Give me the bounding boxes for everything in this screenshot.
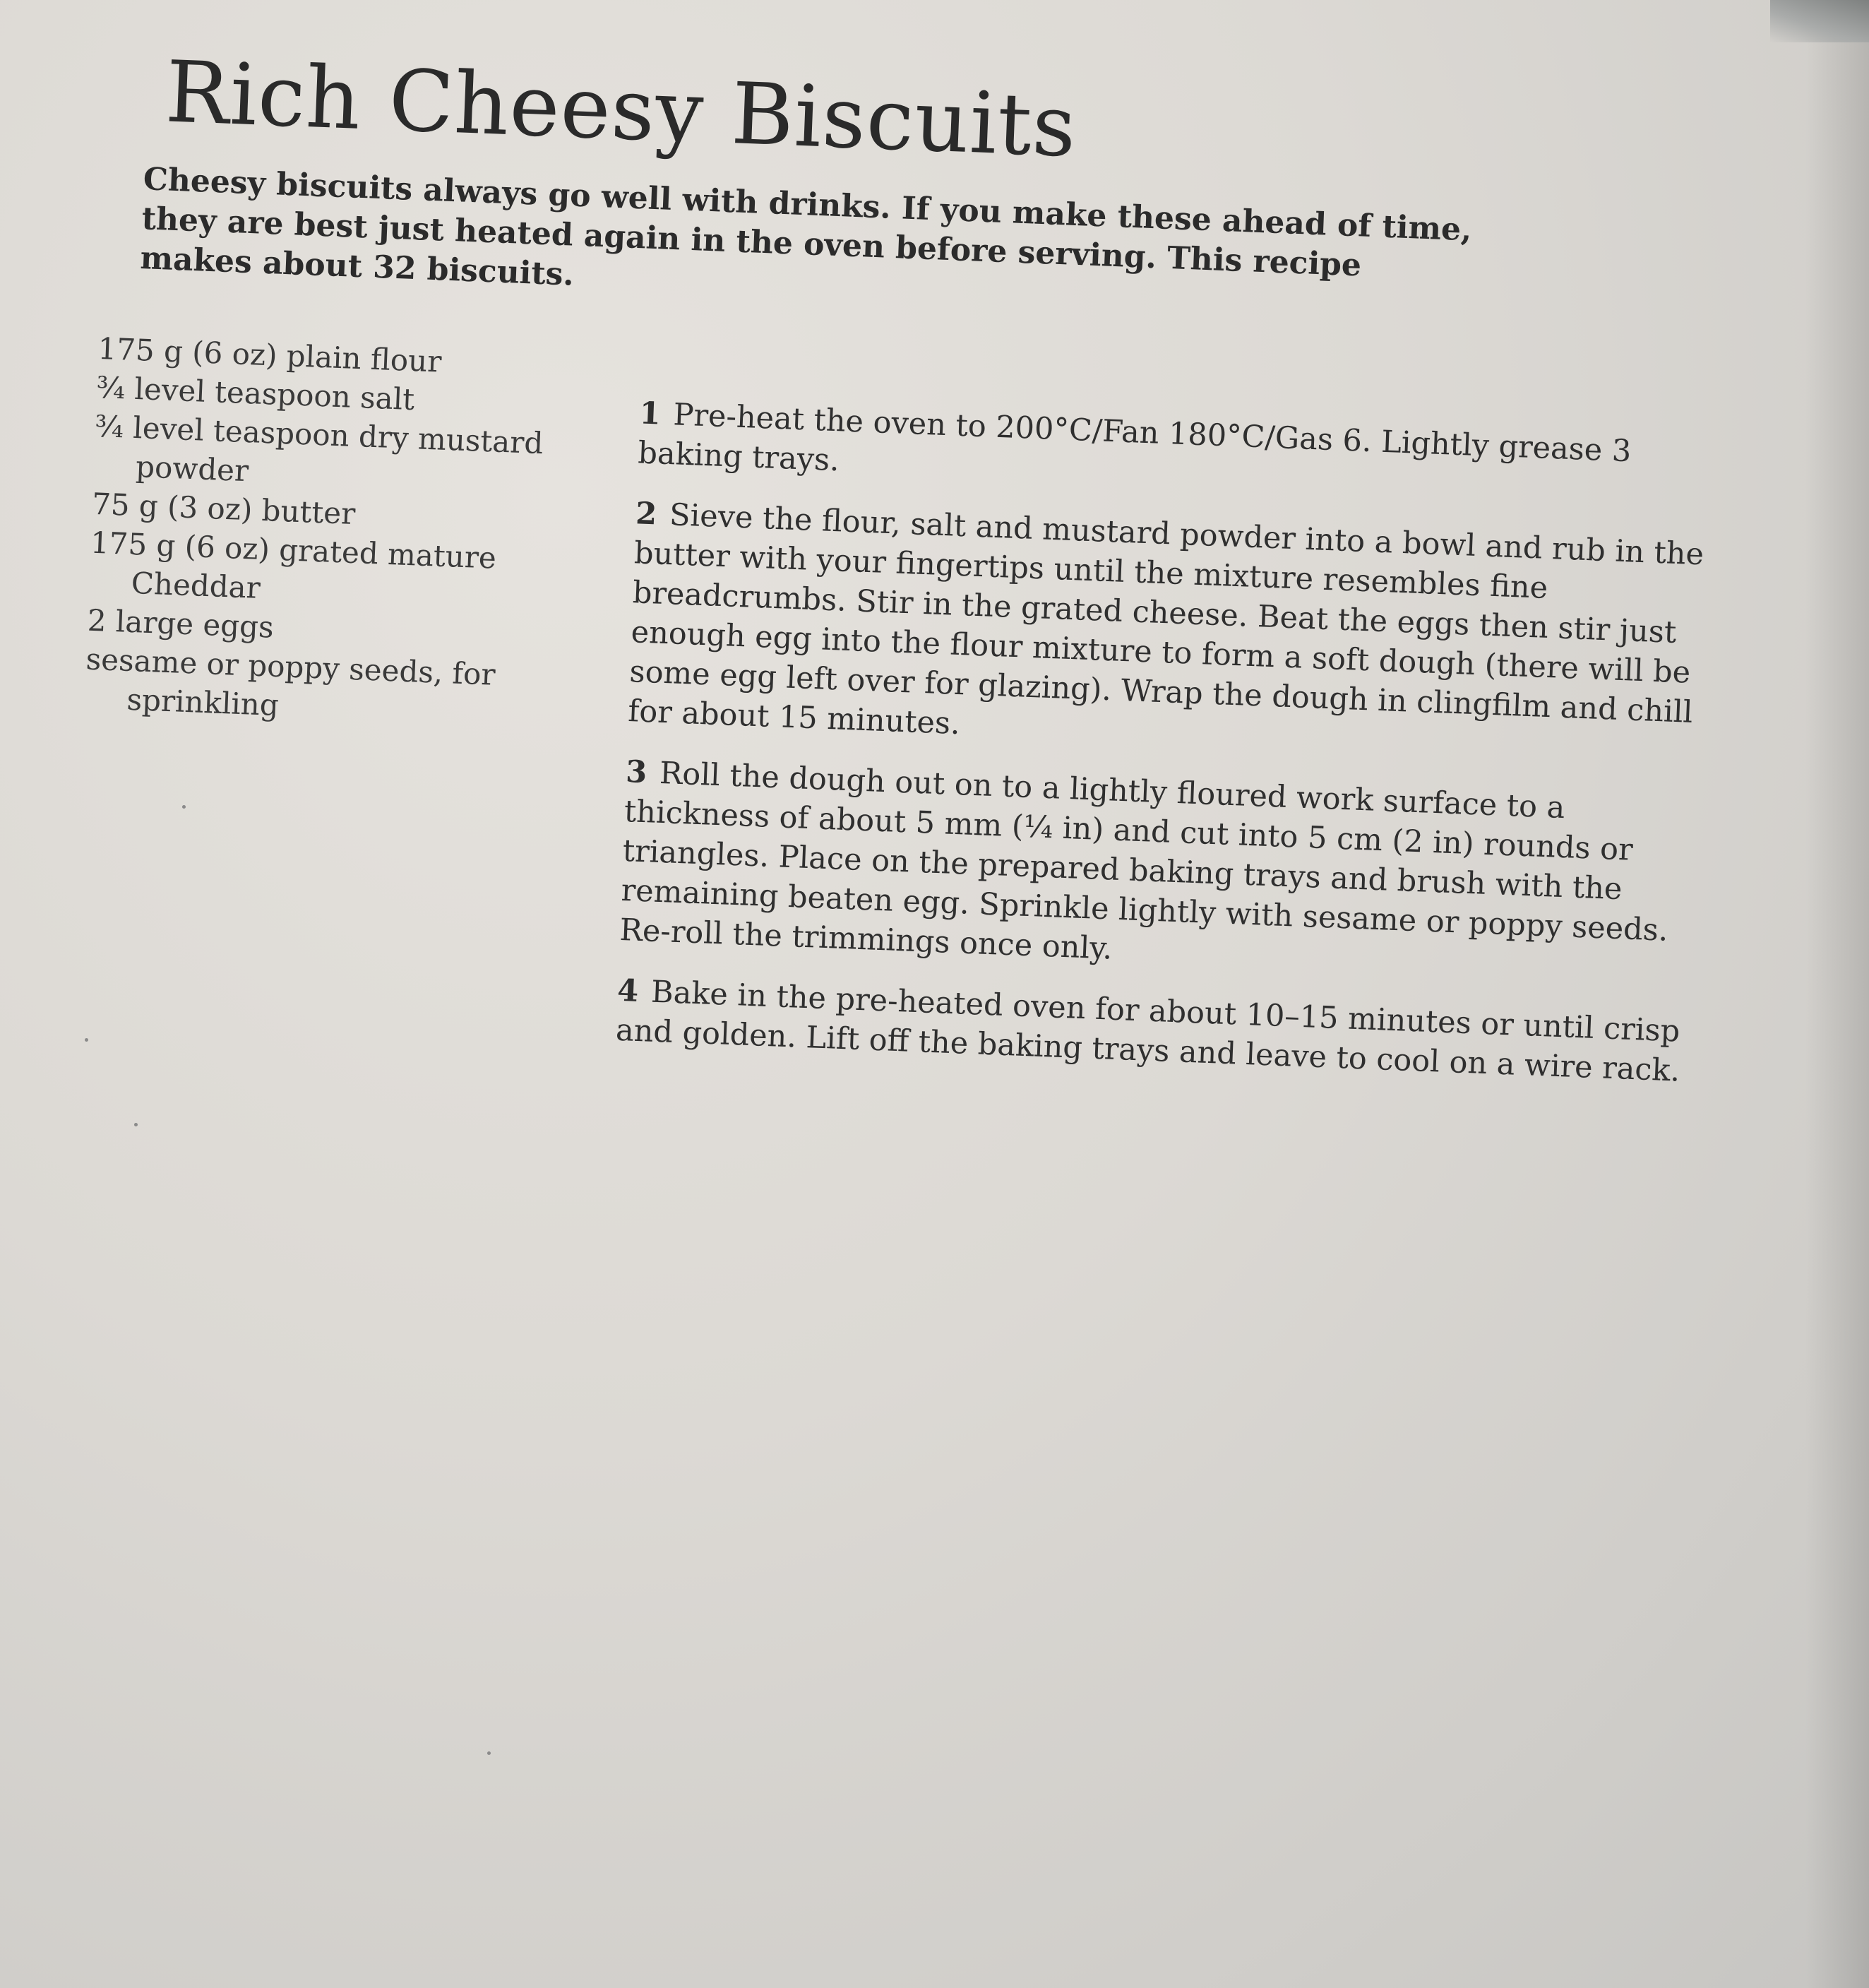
step-text: Sieve the flour, salt and mustard powder into a bowl and rub in the butter with your fingertips until the mixture resembles fine breadcrumbs. Stir in the grated cheese. Beat the eggs then stir just enough egg into the flour mixture to form a soft dough (there will be some egg left over for glazing). Wrap the dough in clingfilm and chill for about 15 minutes. [627,497,1704,742]
step-text: Roll the dough out on to a lightly floured work surface to a thickness of about 5 mm (¼ in) and cut into 5 cm (2 in) rounds or triangles. Place on the prepared baking trays and brush with the remaining beaten egg. Sprinkle lightly with sesame or poppy seeds. Re-roll the trimmings once only. [619,755,1669,967]
step-number: 3 [625,754,648,791]
paper-speck [487,1751,491,1755]
step-text: Bake in the pre-heated oven for about 10–15 minutes or until crisp and golden. Lift off the baking trays and leave to cool on a wire rack. [615,974,1681,1089]
page-corner [1770,0,1869,42]
ingredient-item: 75 g (3 oz) butter [91,486,357,532]
ingredient-item: ¾ level teaspoon dry mustard powder [94,408,544,489]
ingredient-item: 175 g (6 oz) plain flour [97,331,443,379]
paper-speck [182,805,186,809]
ingredient-item: 175 g (6 oz) grated mature Cheddar [90,525,497,605]
ingredient-item: ¾ level teaspoon salt [95,369,416,417]
paper-speck [134,1123,138,1126]
method-steps [614,393,1713,1112]
step-number: 1 [638,395,662,432]
recipe-title: Rich Cheesy Biscuits [164,43,1079,177]
step-number: 4 [616,972,640,1009]
method-step [619,752,1700,991]
method-step [627,494,1709,772]
step-text: Pre-heat the oven to 200°C/Fan 180°C/Gas 6. Lightly grease 3 baking trays. [637,397,1632,479]
method-step [615,971,1690,1091]
recipe-intro: Cheesy biscuits always go well with drinks. If you make these ahead of time, they are best just heated again in the oven before serving. This recipe makes about 32 biscuits. [139,161,1473,293]
ingredient-item: sesame or poppy seeds, for sprinkling [85,641,496,723]
ingredients-list [84,329,607,737]
method-step [638,393,1713,513]
step-number: 2 [635,496,658,532]
paper-speck [85,1038,88,1042]
ingredient-item: 2 large eggs [86,602,275,645]
